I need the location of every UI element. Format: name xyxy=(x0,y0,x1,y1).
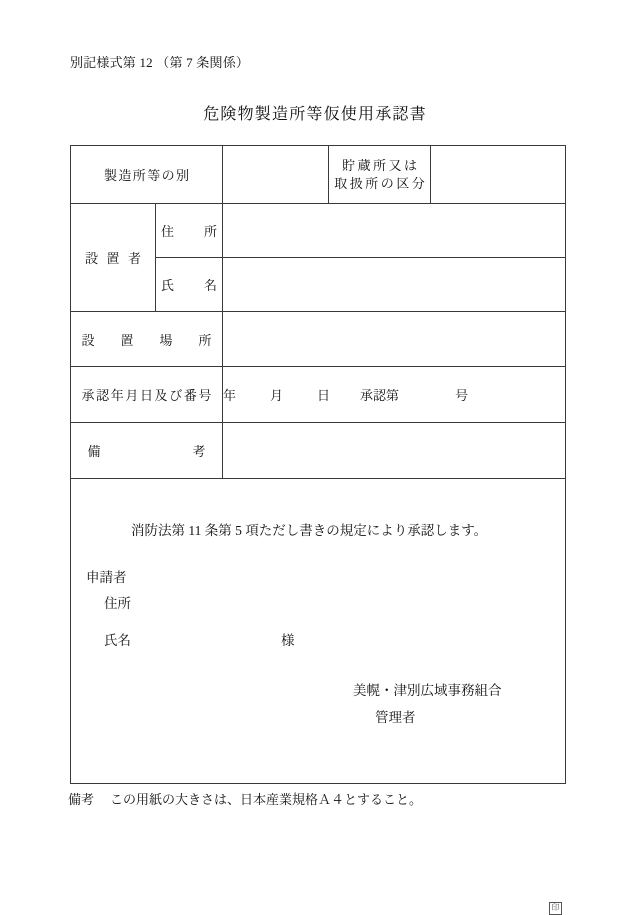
approval-date-value-cell[interactable] xyxy=(223,367,566,423)
approval-date-label: 承認年月日及び番号 xyxy=(81,388,212,403)
approval-number-suffix: 号 xyxy=(455,388,469,403)
honorific-label: 様 xyxy=(281,633,295,648)
applicant-heading: 申請者 xyxy=(86,570,127,585)
issuer-title: 管理者 xyxy=(375,709,416,725)
remarks-label: 備考 xyxy=(87,444,206,459)
table-row-approval-date xyxy=(71,367,566,423)
applicant-name-line xyxy=(104,629,295,649)
location-label: 設置場所 xyxy=(81,332,212,348)
issuer-organization: 美幌・津別広域事務組合 xyxy=(353,683,502,698)
installer-name-value-cell[interactable] xyxy=(223,258,566,312)
installer-name-label: 氏名 xyxy=(161,278,217,293)
installer-label-cell xyxy=(71,204,156,312)
month-label: 月 xyxy=(270,388,284,403)
table-row-installer-address xyxy=(71,204,566,258)
storage-division-label-cell xyxy=(329,146,431,204)
facility-type-label-cell xyxy=(71,146,223,204)
installer-name-label-cell xyxy=(156,258,223,312)
applicant-name-label: 氏名 xyxy=(104,633,131,648)
location-label-cell xyxy=(71,312,223,367)
applicant-address-label: 住所 xyxy=(104,595,131,611)
installer-address-label: 住所 xyxy=(161,224,217,239)
installer-label: 設置者 xyxy=(85,251,141,266)
storage-division-value-cell[interactable] xyxy=(431,146,566,204)
issuer-block xyxy=(353,683,560,912)
applicant-block xyxy=(86,571,131,610)
facility-type-value-cell[interactable] xyxy=(223,146,329,204)
facility-type-label: 製造所等の別 xyxy=(104,168,189,183)
storage-division-label-line2: 取扱所の区分 xyxy=(334,175,428,191)
installer-address-value-cell[interactable] xyxy=(223,204,566,258)
storage-division-label xyxy=(329,157,430,192)
remarks-value-cell[interactable] xyxy=(223,423,566,479)
table-row-location xyxy=(71,312,566,367)
storage-division-label-line1: 貯蔵所又は xyxy=(341,157,420,173)
footer-note xyxy=(68,789,422,808)
table-row-statement-block xyxy=(71,479,566,784)
approval-date-label-cell xyxy=(71,367,223,423)
year-label: 年 xyxy=(223,388,237,403)
installer-address-label-cell xyxy=(156,204,223,258)
approval-statement: 消防法第 11 条第 5 項ただし書きの規定により承認します。 xyxy=(131,523,488,538)
day-label: 日 xyxy=(317,388,331,403)
table-row-facility-type xyxy=(71,146,566,204)
page-title: 危険物製造所等仮使用承認書 xyxy=(203,106,427,123)
seal-icon: 印 xyxy=(549,902,562,915)
remarks-label-cell xyxy=(71,423,223,479)
table-row-remarks xyxy=(71,423,566,479)
approval-number-prefix: 承認第 xyxy=(360,388,400,403)
footer-note-label: 備考 xyxy=(68,792,95,807)
form-number: 別記様式第 12 （第 7 条関係） xyxy=(70,55,250,70)
location-value-cell[interactable] xyxy=(223,312,566,367)
footer-note-text: この用紙の大きさは、日本産業規格Ａ４とすること。 xyxy=(110,792,423,807)
